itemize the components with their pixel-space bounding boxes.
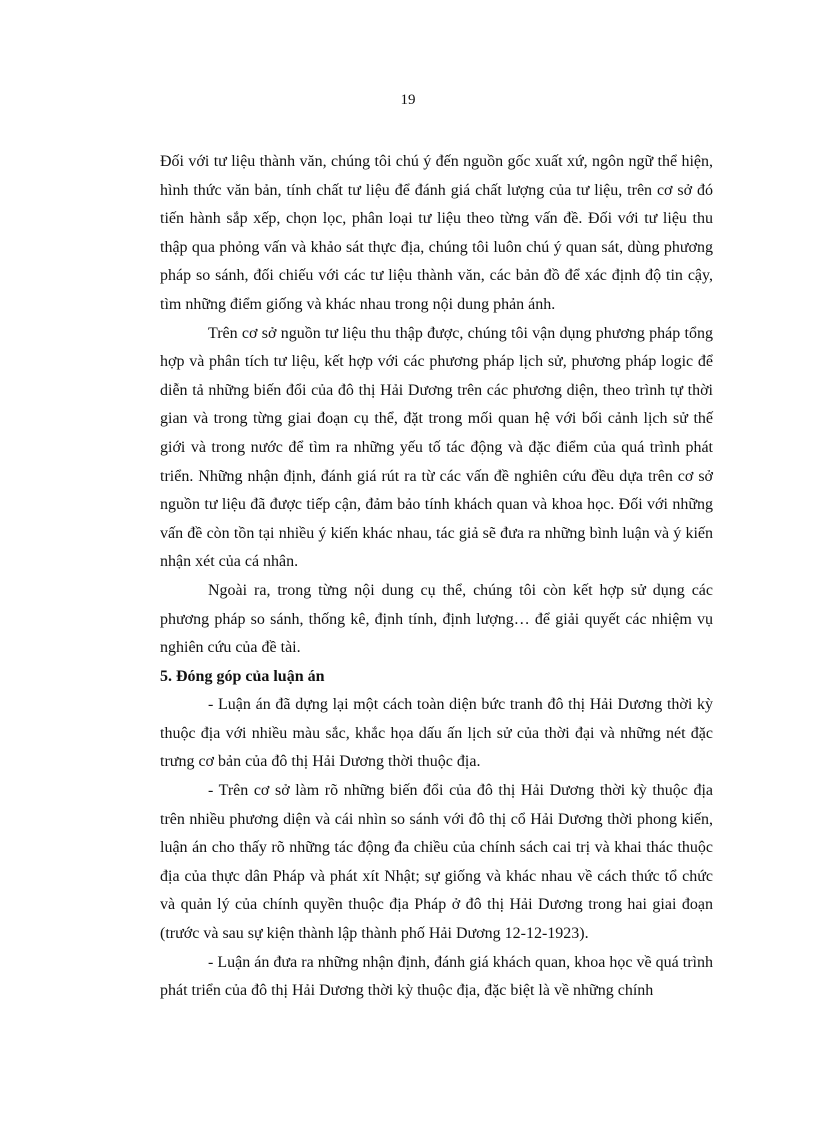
page-number: 19 — [400, 92, 416, 108]
paragraph-research-method: Trên cơ sở nguồn tư liệu thu thập được, chúng tôi vận dụng phương pháp tổng hợp và phân tích tư liệu, kết hợp với các phương pháp lịch sử, phương pháp logic để diễn tả những biến đổi của đô thị Hải Dương trên các phương diện, theo trình tự thời gian và trong từng giai đoạn cụ thể, đặt trong mối quan hệ với bối cảnh lịch sử thế giới và trong nước để tìm ra những yếu tố tác động và đặc điểm của quá trình phát triển. Những nhận định, đánh giá rút ra từ các vấn đề nghiên cứu đều dựa trên cơ sở nguồn tư liệu đã được tiếp cận, đảm bảo tính khách quan và khoa học. Đối với những vấn đề còn tồn tại nhiều ý kiến khác nhau, tác giả sẽ đưa ra những bình luận và ý kiến nhận xét của cá nhân. — [160, 324, 713, 571]
paragraph-written-sources: Đối với tư liệu thành văn, chúng tôi chú ý đến nguồn gốc xuất xứ, ngôn ngữ thể hiện, hình thức văn bản, tính chất tư liệu để đánh giá chất lượng của tư liệu, trên cơ sở đó tiến hành sắp xếp, chọn lọc, phân loại tư liệu theo từng vấn đề. Đối với tư liệu thu thập qua phỏng vấn và khảo sát thực địa, chúng tôi luôn chú ý quan sát, dùng phương pháp so sánh, đối chiếu với các tư liệu thành văn, các bản đồ để xác định độ tin cậy, tìm những điểm giống và khác nhau trong nội dung phản ánh. — [160, 153, 713, 313]
document-body — [160, 148, 713, 1006]
paragraph-contribution-3: - Luận án đưa ra những nhận định, đánh giá khách quan, khoa học về quá trình phát triển của đô thị Hải Dương thời kỳ thuộc địa, đặc biệt là về những chính — [160, 953, 713, 1000]
section-heading-contributions: 5. Đóng góp của luận án — [160, 667, 325, 685]
paragraph-contribution-1: - Luận án đã dựng lại một cách toàn diện bức tranh đô thị Hải Dương thời kỳ thuộc địa với nhiều màu sắc, khắc họa dấu ấn lịch sử của thời đại và những nét đặc trưng cơ bản của đô thị Hải Dương thời thuộc địa. — [160, 696, 713, 771]
paragraph-additional-methods: Ngoài ra, trong từng nội dung cụ thể, chúng tôi còn kết hợp sử dụng các phương pháp so sánh, thống kê, định tính, định lượng… để giải quyết các nhiệm vụ nghiên cứu của đề tài. — [160, 581, 713, 657]
paragraph-contribution-2: - Trên cơ sở làm rõ những biến đổi của đô thị Hải Dương thời kỳ thuộc địa trên nhiều phương diện và cái nhìn so sánh với đô thị cổ Hải Dương thời phong kiến, luận án cho thấy rõ những tác động đa chiều của chính sách cai trị và khai thác thuộc địa của thực dân Pháp và phát xít Nhật; sự giống và khác nhau về cách thức tổ chức và quản lý của chính quyền thuộc địa Pháp ở đô thị Hải Dương trong hai giai đoạn (trước và sau sự kiện thành lập thành phố Hải Dương 12-12-1923). — [160, 782, 713, 943]
